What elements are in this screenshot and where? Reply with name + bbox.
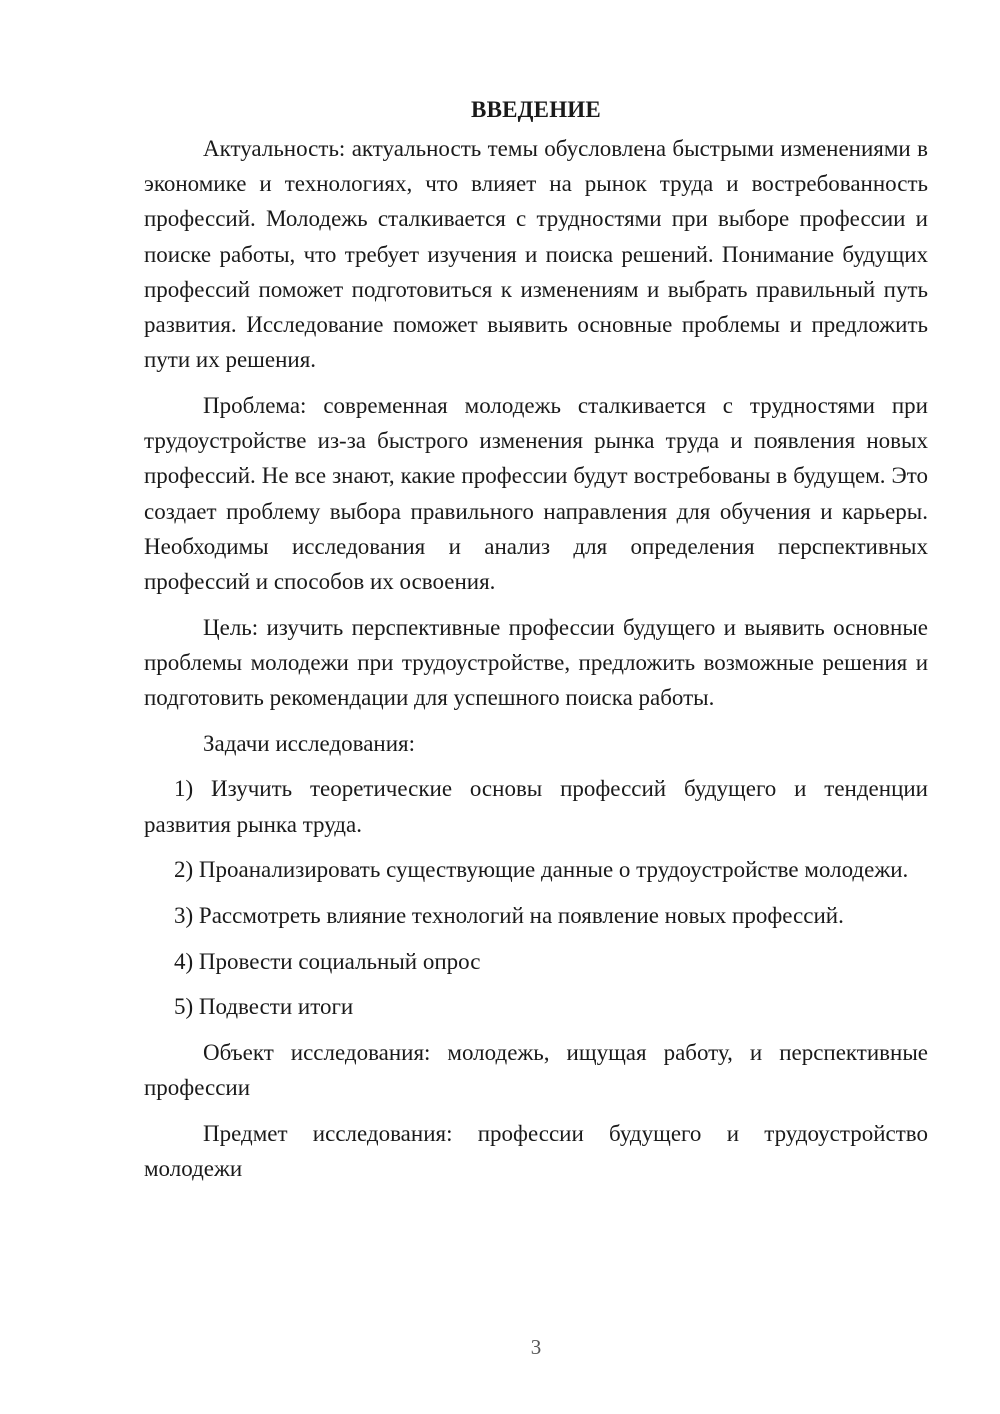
paragraph-tasks-intro: Задачи исследования: [203,730,416,756]
task-item-2: 2) Проанализировать существующие данные о трудоустройстве молодежи. [174,857,909,883]
task-item-1: 1) Изучить теоретические основы профессий будущего и тенденции развития рынка труда. [144,776,928,837]
task-item-5: 5) Подвести итоги [174,994,354,1020]
task-item-4: 4) Провести социальный опрос [174,948,481,974]
page-content [144,92,928,1197]
paragraph-research-subject: Предмет исследования: профессии будущего и трудоустройство молодежи [144,1121,928,1182]
section-heading: ВВЕДЕНИЕ [471,97,601,122]
paragraph-relevance: Актуальность: актуальность темы обусловлена быстрыми изменениями в экономике и технологиях, что влияет на рынок труда и востребованность профессий. Молодежь сталкивается с трудностями при выборе профессии и поиске работы, что требует изучения и поиска решений. Понимание будущих профессий поможет подготовиться к изменениям и выбрать правильный путь развития. Исследование поможет выявить основные проблемы и предложить пути их решения. [144,136,928,373]
paragraph-goal: Цель: изучить перспективные профессии будущего и выявить основные проблемы молодежи при трудоустройстве, предложить возможные решения и подготовить рекомендации для успешного поиска работы. [144,614,928,711]
paragraph-problem: Проблема: современная молодежь сталкивается с трудностями при трудоустройстве из-за быстрого изменения рынка труда и появления новых профессий. Не все знают, какие профессии будут востребованы в будущем. Это создает проблему выбора правильного направления для обучения и карьеры. Необходимы исследования и анализ для определения перспективных профессий и способов их освоения. [144,392,928,594]
page-number: 3 [530,1335,542,1359]
paragraph-research-object: Объект исследования: молодежь, ищущая работу, и перспективные профессии [144,1040,928,1101]
task-item-3: 3) Рассмотреть влияние технологий на появление новых профессий. [174,903,844,929]
